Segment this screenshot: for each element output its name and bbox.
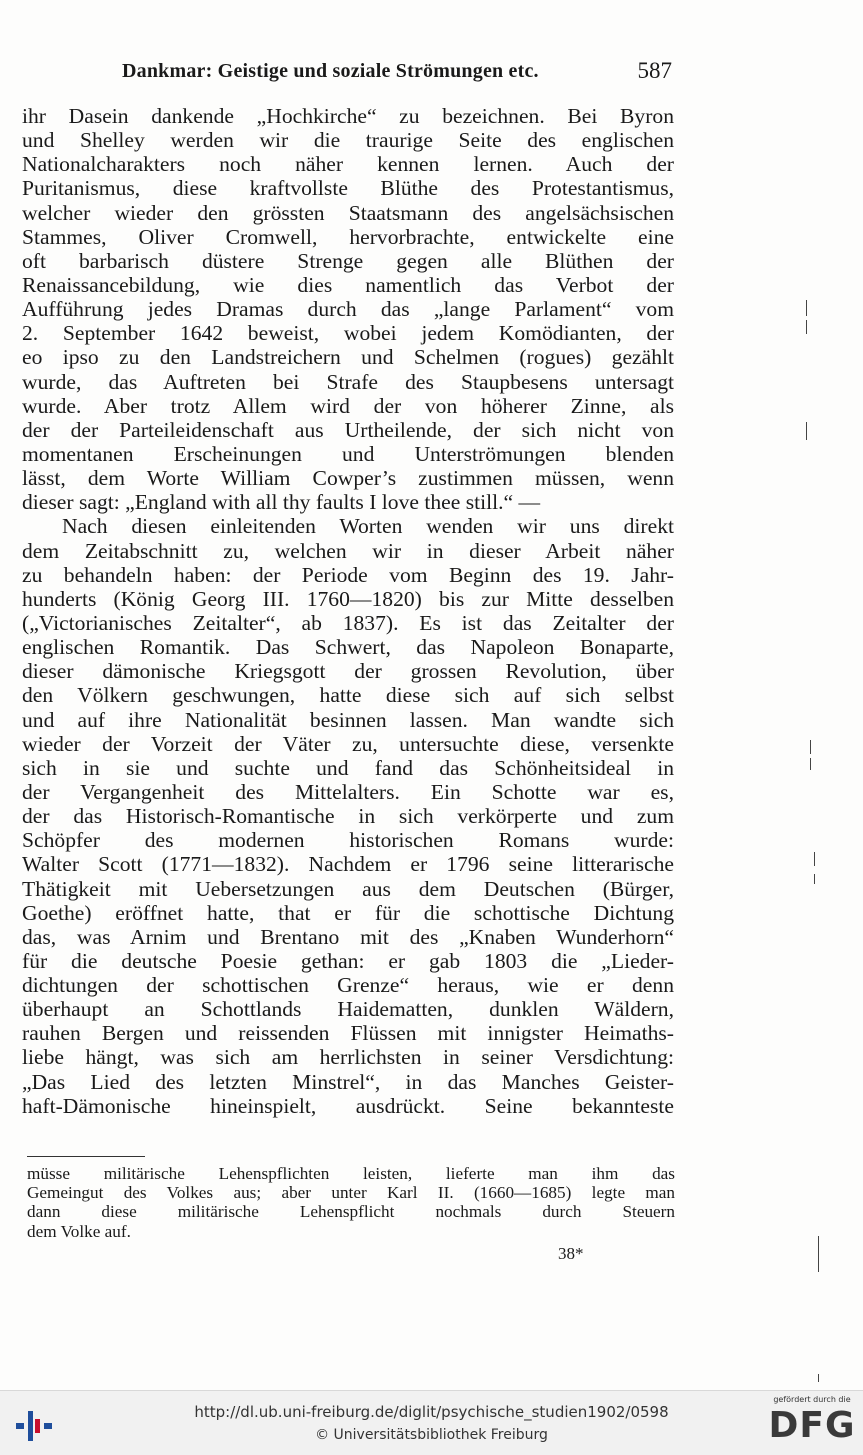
text-line: „Das Lied des letzten Minstrel“, in das Manches Geister-	[22, 1069, 674, 1094]
main-text	[22, 104, 674, 1118]
text-line: Schöpfer des modernen historischen Romans wurde:	[22, 828, 674, 853]
footnote-divider	[27, 1156, 145, 1157]
text-line: Goethe) eröffnet hatte, that er für die schottische Dichtung	[22, 900, 674, 925]
text-line: und Shelley werden wir die traurige Seite des englischen	[22, 128, 674, 153]
dfg-wordmark: DFG	[768, 1405, 856, 1446]
text-line: Nationalcharakters noch näher kennen lernen. Auch der	[22, 152, 674, 177]
page-number: 587	[637, 58, 672, 83]
text-line: wieder der Vorzeit der Väter zu, untersuchte diese, versenkte	[22, 731, 674, 756]
text-line: Aufführung jedes Dramas durch das „lange Parlament“ vom	[22, 297, 674, 322]
margin-mark	[818, 1236, 819, 1272]
text-line: eo ipso zu den Landstreichern und Schelmen (rogues) gezählt	[22, 345, 674, 370]
page-header	[22, 60, 672, 90]
margin-mark	[814, 852, 815, 866]
text-line: 2. September 1642 beweist, wobei jedem Komödianten, der	[22, 321, 674, 346]
text-line: haft-Dämonische hineinspielt, ausdrückt. Seine bekannteste	[22, 1093, 674, 1118]
text-line: der das Historisch-Romantische in sich verkörperte und zum	[22, 804, 674, 829]
text-line: welcher wieder den grössten Staatsmann des angelsächsischen	[22, 200, 674, 225]
text-line: Puritanismus, diese kraftvollste Blüthe des Protestantismus,	[22, 176, 674, 201]
text-line: oft barbarisch düstere Strenge gegen alle Blüthen der	[22, 248, 674, 273]
text-line: wurde, das Auftreten bei Strafe des Staupbesens untersagt	[22, 369, 674, 394]
text-line: dem Zeitabschnitt zu, welchen wir in dieser Arbeit näher	[22, 538, 674, 563]
document-url-link[interactable]: http://dl.ub.uni-freiburg.de/diglit/psychische_studien1902/0598	[194, 1403, 669, 1421]
text-line: der Vergangenheit des Mittelalters. Ein Schotte war es,	[22, 779, 674, 804]
text-line: der der Parteileidenschaft aus Urtheilende, der sich nicht von	[22, 417, 674, 442]
text-line: zu behandeln haben: der Periode vom Beginn des 19. Jahr-	[22, 562, 674, 587]
footnote-line: dann diese militärische Lehenspflicht nochmals durch Steuern	[27, 1202, 675, 1222]
text-line: überhaupt an Schottlands Haidematten, dunklen Wäldern,	[22, 997, 674, 1022]
running-title: Dankmar: Geistige und soziale Strömungen etc.	[122, 60, 539, 82]
margin-mark	[818, 1374, 819, 1382]
footnote-line: müsse militärische Lehenspflichten leisten, lieferte man ihm das	[27, 1164, 675, 1183]
margin-mark	[806, 300, 807, 316]
text-line: dieser dämonische Kriegsgott der grossen Revolution, über	[22, 659, 674, 684]
text-line: hunderts (König Georg III. 1760—1820) bis zur Mitte desselben	[22, 586, 674, 611]
footnote-line: Gemeingut des Volkes aus; aber unter Karl II. (1660—1685) legte man	[27, 1183, 675, 1203]
text-line: und auf ihre Nationalität besinnen lassen. Man wandte sich	[22, 707, 674, 732]
copyright-notice: © Universitätsbibliothek Freiburg	[315, 1427, 548, 1443]
text-line: den Völkern geschwungen, hatte diese sich auf sich selbst	[22, 683, 674, 708]
signature-mark: 38*	[558, 1244, 584, 1263]
text-line: („Victorianisches Zeitalter“, ab 1837). Es ist das Zeitalter der	[22, 610, 674, 635]
footnote	[27, 1164, 675, 1241]
text-line: Stammes, Oliver Cromwell, hervorbrachte, entwickelte eine	[22, 224, 674, 249]
margin-mark	[806, 320, 807, 334]
text-line: sich in sie und suchte und fand das Schönheitsideal in	[22, 755, 674, 780]
text-line: rauhen Bergen und reissenden Flüssen mit innigster Heimaths-	[22, 1021, 674, 1046]
text-line: lässt, dem Worte William Cowper’s zustimmen müssen, wenn	[22, 466, 674, 491]
text-line: das, was Arnim und Brentano mit des „Knaben Wunderhorn“	[22, 924, 674, 949]
text-line: englischen Romantik. Das Schwert, das Napoleon Bonaparte,	[22, 635, 674, 660]
dfg-logo	[767, 1395, 857, 1451]
text-line: Thätigkeit mit Uebersetzungen aus dem Deutschen (Bürger,	[22, 876, 674, 901]
footnote-line: dem Volke auf.	[27, 1221, 131, 1241]
text-line: liebe hängt, was sich am herrlichsten in seiner Versdichtung:	[22, 1045, 674, 1070]
margin-mark	[810, 758, 811, 770]
viewer-footer	[0, 1390, 863, 1455]
text-line: ihr Dasein dankende „Hochkirche“ zu bezeichnen. Bei Byron	[22, 104, 674, 128]
text-line: dichtungen der schottischen Grenze“ heraus, wie er denn	[22, 973, 674, 998]
text-line: dieser sagt: „England with all thy faults I love thee still.“ —	[22, 490, 541, 515]
text-line: momentanen Erscheinungen und Unterströmungen blenden	[22, 441, 674, 466]
text-line: wurde. Aber trotz Allem wird der von höherer Zinne, als	[22, 393, 674, 418]
margin-mark	[810, 740, 811, 754]
text-line: Renaissancebildung, wie dies namentlich das Verbot der	[22, 272, 674, 297]
dfg-funding-label: gefördert durch die	[773, 1395, 851, 1404]
text-line: für die deutsche Poesie gethan: er gab 1803 die „Lieder-	[22, 948, 674, 973]
text-line: Nach diesen einleitenden Worten wenden wir uns direkt	[62, 514, 674, 539]
margin-mark	[814, 874, 815, 884]
margin-mark	[806, 422, 807, 440]
text-line: Walter Scott (1771—1832). Nachdem er 1796 seine litterarische	[22, 852, 674, 877]
